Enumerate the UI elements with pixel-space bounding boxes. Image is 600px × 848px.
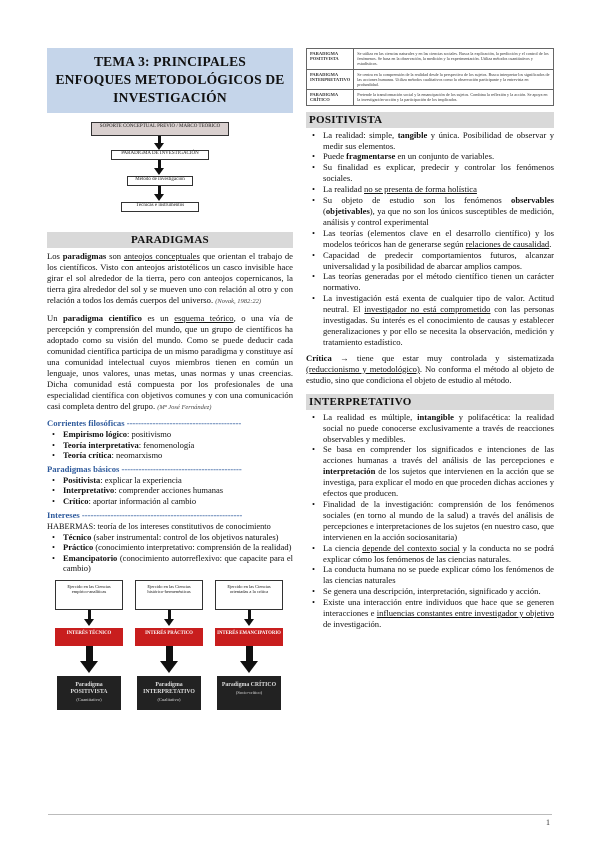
list-item: • La ciencia depende del contexto social y la conducta no se podrá explicar cómo los fenómenos de las ciencias naturales. [306, 543, 554, 565]
diagram-paradigma-interpretativo: Paradigma INTERPRETATIVO (Cualitativo) [137, 676, 201, 710]
list-item: • Existe una interacción entre individuos que hace que se generen interacciones e influencias constantes entre investigador y objetivo de investigación. [306, 597, 554, 630]
table-row [307, 49, 554, 70]
section-heading-paradigmas: PARADIGMAS [47, 232, 293, 248]
list-item: • Se genera una descripción, interpretación, significado y acción. [306, 586, 554, 597]
table-cell-header: PARADIGMA POSITIVISTA [307, 49, 354, 70]
intereses-intro: HABERMAS: teoría de los intereses constitutivos de conocimiento [47, 521, 271, 531]
list-item: • Práctico (conocimiento interpretativo: comprensión de la realidad) [47, 542, 293, 553]
diagram-arrow-stem [86, 646, 93, 662]
table-cell-header: PARADIGMA INTERPRETATIVO [307, 69, 354, 90]
flow-arrow-icon [154, 143, 164, 150]
title-line-2: ENFOQUES METODOLÓGICOS DE [55, 72, 285, 87]
list-intereses [47, 532, 293, 574]
flow-box-metodo: Método de investigación [127, 176, 193, 186]
list-item: • Su objeto de estudio son los fenómenos observables (objetivables), ya que no son los únicos susceptibles de medición, análisis y control experimental [306, 195, 554, 228]
diagram-arrow-stem [246, 646, 253, 662]
list-item: • Positivista: explicar la experiencia [47, 475, 293, 486]
list-item: • Capacidad de predecir comportamientos futuros, alcanzar universalidad y la posibilidad de abarcar amplios campos. [306, 250, 554, 272]
paragraph-paradigma-cientifico: Un paradigma científico es un esquema teórico, o una vía de percepción y comprensión del mundo, que un grupo de científicos ha adoptado como su visión del mundo. Como se puede deducir cada comunidad científica participa de un mismo paradigma y constituye así una comunidad intelectual cuyos miembros tienen en común un lenguaje, unos valores, unas metas, unas normas y unas creencias. Dicha comunidad está compuesta por los profesionales de una especialidad científica con objetivos comunes y con una comunicación casi completa dentro del grupo. (Mª José Fernández) [47, 313, 293, 411]
diagram-paradigma-critico: Paradigma CRÍTICO (Socio-crítico) [217, 676, 281, 710]
diagram-arrow-icon [164, 619, 174, 626]
paragraph-critica: Crítica → tiene que estar muy controlada y sistematizada (reduccionismo y metodológico). No conforma el método al objeto de estudio, sino que condiciona el objeto de estudio al método. [306, 352, 555, 385]
list-item: • Emancipatorio (conocimiento autorreflexivo: que capacite para el cambio) [47, 553, 293, 574]
paragraph-paradigmas-definicion: Los paradigmas son anteojos conceptuales que orientan el trabajo de los científicos. Visto con anteojos aristotélicos un casco invisible hace girar el sol alrededor de la tierra, pero con anteojos copernicanos, la tierra gira alrededor del sol y se mueven uno con relación al otro y con relación a todos los demás cuerpos del universo. (Novak, 1982:22) [47, 251, 293, 305]
list-item: • La investigación está exenta de cualquier tipo de valor. Actitud neutral. El investigador no está comprometido con las personas investigadas. Su interés es el conocimiento de causas y establecer generalizaciones y por ello se necesita la observación, medición y tratamiento estadístico. [306, 293, 554, 348]
subheading-corrientes: Corrientes filosóficas ---------------------------------------- [47, 418, 242, 428]
title-line-1: TEMA 3: PRINCIPALES [93, 54, 247, 69]
diagram-arrow-icon [160, 661, 178, 673]
list-item: • Teoría crítica: neomarxismo [47, 450, 293, 461]
list-item: • Puede fragmentarse en un conjunto de variables. [306, 151, 554, 162]
list-item: • Técnico (saber instrumental: control de los objetivos naturales) [47, 532, 293, 543]
intereses-diagram [47, 580, 293, 732]
list-item: • Su finalidad es explicar, predecir y controlar los fenómenos sociales. [306, 162, 554, 184]
flow-arrow-icon [154, 194, 164, 201]
list-corrientes [47, 429, 293, 461]
left-column [47, 48, 293, 732]
subheading-basicos: Paradigmas básicos ------------------------------------------ [47, 463, 242, 474]
diagram-arrow-icon [244, 619, 254, 626]
list-item: • Finalidad de la investigación: comprensión de los fenómenos sociales (en torno al mundo de la salud) a través del análisis de percepciones e interpretaciones de los sujetos (en nuestro caso, que intervienen en la acción sociosanitaria) [306, 499, 554, 543]
page-title [47, 48, 293, 113]
diagram-box-ciencias-historicas: Ejercido en las Ciencias histórico-hermenéuticas [135, 580, 203, 610]
title-line-3: INVESTIGACIÓN [113, 90, 227, 105]
flowchart [47, 122, 293, 226]
flow-box-tecnicas: Técnicas e instrumentos [121, 202, 199, 212]
list-positivista [306, 130, 554, 348]
section-heading-interpretativo: INTERPRETATIVO [306, 394, 554, 410]
subheading-intereses: Intereses -------------------------------------------------------- [47, 509, 243, 520]
page-number: 1 [546, 818, 550, 827]
list-item: • Teoría interpretativa: fenomenología [47, 440, 293, 451]
paradigmas-table [306, 48, 554, 106]
diagram-interes-emancipatorio: INTERÉS EMANCIPATORIO [215, 628, 283, 646]
table-row [307, 90, 554, 105]
list-item: • La realidad: simple, tangible y única. Posibilidad de observar y medir sus elementos. [306, 130, 554, 152]
diagram-interes-practico: INTERÉS PRÁCTICO [135, 628, 203, 646]
diagram-arrow-icon [80, 661, 98, 673]
list-item: • La conducta humana no se puede explicar cómo los fenómenos de las ciencias naturales [306, 564, 554, 586]
list-item: • Interpretativo: comprender acciones humanas [47, 485, 293, 496]
table-cell: Pretende la transformación social y la emancipación de los sujetos. Combina la reflexión y la acción. Se apoya en la investigación-acción y la participación de los implicados. [354, 90, 554, 105]
flow-box-paradigma: PARADIGMA DE INVESTIGACIÓN [111, 150, 209, 160]
right-column [306, 48, 554, 630]
diagram-box-ciencias-empiricas: Ejercido en las Ciencias empírico-analíticas [55, 580, 123, 610]
list-item: • La realidad no se presenta de forma holística [306, 184, 554, 195]
diagram-arrow-icon [240, 661, 258, 673]
flow-arrow-icon [154, 168, 164, 175]
list-interpretativo [306, 412, 554, 630]
list-item: • Crítico: aportar información al cambio [47, 496, 293, 507]
footer-divider [48, 814, 552, 815]
list-item: • La realidad es múltiple, intangible y polifacética: la realidad social no puede conocerse exclusivamente a través de reacciones observables y medibles. [306, 412, 554, 445]
list-item: • Empirismo lógico: positivismo [47, 429, 293, 440]
diagram-interes-tecnico: INTERÉS TÉCNICO [55, 628, 123, 646]
diagram-arrow-icon [84, 619, 94, 626]
table-cell: Se utiliza en las ciencias naturales y en las ciencias sociales. Busca la explicación, la predicción y el control de los fenómenos. Se basa en la observación, la medición y la experimentación. Utiliza métodos cuantitativos y estadísticos. [354, 49, 554, 70]
flow-box-marco-teorico: SOPORTE CONCEPTUAL PREVIO / MARCO TEÓRICO [91, 122, 229, 136]
list-item: • Las teorías generadas por el método científico tienen un carácter normativo. [306, 271, 554, 293]
table-cell: Se centra en la comprensión de la realidad desde la perspectiva de los sujetos. Busca interpretar los significados de las acciones humanas. Utiliza métodos cualitativos como la observación participante y la entrevista en profundidad. [354, 69, 554, 90]
section-heading-positivista: POSITIVISTA [306, 112, 554, 128]
diagram-box-ciencias-criticas: Ejercido en las Ciencias orientadas a la crítica [215, 580, 283, 610]
list-item: • Se basa en comprender los significados e intenciones de las acciones humanas a través del análisis de las percepciones e interpretación de los sujetos que intervienen en la acción que se investiga, para explicar el modo en que proceden dichas acciones y efectos que producen. [306, 444, 554, 499]
table-row [307, 69, 554, 90]
diagram-arrow-stem [166, 646, 173, 662]
diagram-paradigma-positivista: Paradigma POSITIVISTA (Cuantitativo) [57, 676, 121, 710]
list-item: • Las teorías (elementos clave en el desarrollo científico) y los modelos teóricos han de generarse según relaciones de causalidad. [306, 228, 554, 250]
table-cell-header: PARADIGMA CRÍTICO [307, 90, 354, 105]
list-basicos [47, 475, 293, 507]
